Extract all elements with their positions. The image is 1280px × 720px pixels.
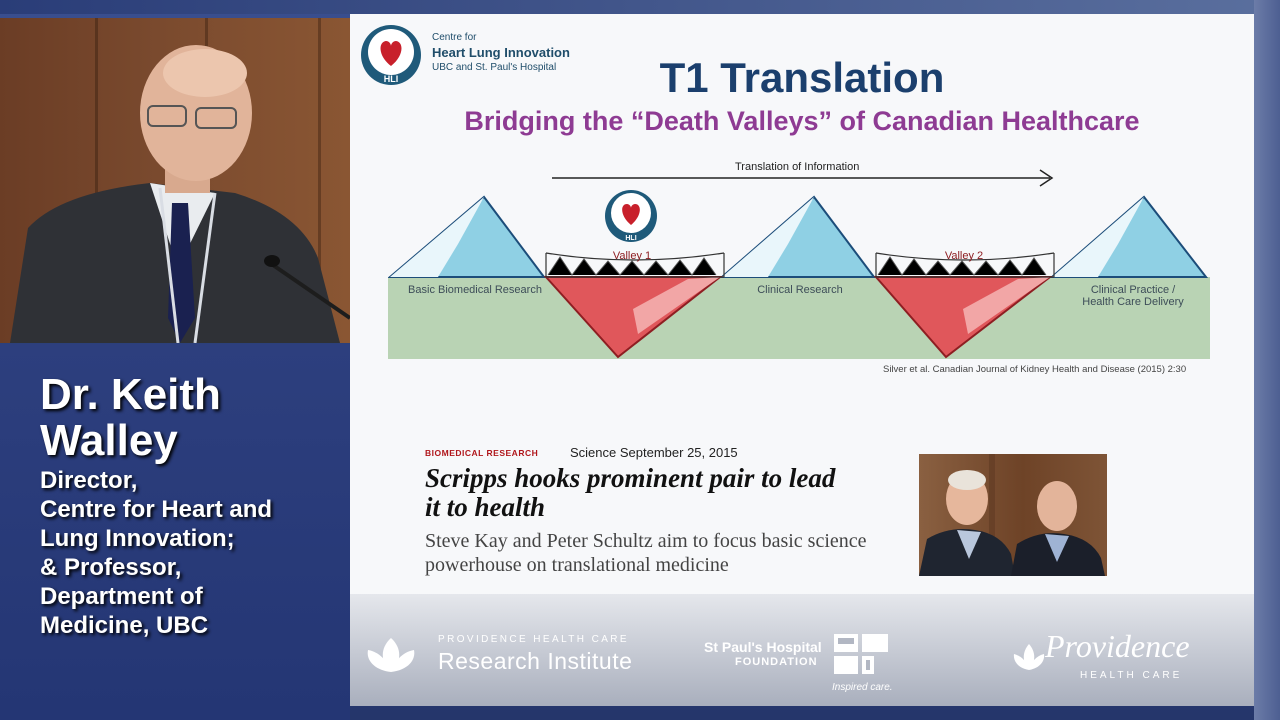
frame-right-border xyxy=(1254,0,1280,720)
hli-logo-badge: HLI xyxy=(383,74,399,84)
valley-1-label: Valley 1 xyxy=(612,250,652,262)
frame-top-border xyxy=(0,0,1280,14)
sph-tagline: Inspired care. xyxy=(832,682,893,693)
sph-foundation: FOUNDATION xyxy=(735,656,818,668)
phc-small-text: PROVIDENCE HEALTH CARE xyxy=(438,634,629,645)
speaker-figure xyxy=(0,18,350,343)
stage-basic-research: Basic Biomedical Research xyxy=(408,284,542,296)
providence-name: Providence xyxy=(1045,628,1190,664)
stage-clinical-practice xyxy=(1058,284,1208,308)
stage-clinical-research: Clinical Research xyxy=(757,284,843,296)
slide-title: T1 Translation xyxy=(659,54,945,101)
providence-lotus-icon xyxy=(1012,640,1046,672)
sph-name: St Paul's Hospital xyxy=(704,639,822,655)
stage3-line1: Clinical Practice / xyxy=(1090,284,1176,296)
valley-2-label: Valley 2 xyxy=(944,250,984,262)
translation-arrow-label: Translation of Information xyxy=(735,161,860,173)
speaker-title-line: Centre for Heart and xyxy=(40,496,273,523)
news-photo xyxy=(919,454,1107,576)
diagram-citation: Silver et al. Canadian Journal of Kidney Health and Disease (2015) 2:30 xyxy=(883,364,1187,375)
news-section-tag: BIOMEDICAL RESEARCH xyxy=(425,448,539,458)
sph-logo-icon xyxy=(834,634,888,674)
hli-line1: Centre for xyxy=(432,32,477,43)
presentation-slide xyxy=(350,14,1254,706)
speaker-video xyxy=(0,18,350,343)
phc-lotus-icon xyxy=(362,632,420,676)
news-deck: Steve Kay and Peter Schultz aim to focus basic science powerhouse on translational medicine xyxy=(425,530,867,576)
valley-hli-icon xyxy=(605,190,657,242)
news-headline: Scripps hooks prominent pair to lead it to health xyxy=(425,463,836,522)
news-photo-figures xyxy=(919,454,1107,576)
phc-research-institute: Research Institute xyxy=(438,648,633,674)
speaker-title-line: & Professor, xyxy=(40,554,182,581)
speaker-title-line: Department of xyxy=(40,583,203,610)
speaker-title-line: Lung Innovation; xyxy=(40,525,235,552)
slide-subtitle: Bridging the “Death Valleys” of Canadian Healthcare xyxy=(464,106,1140,136)
news-date: Science September 25, 2015 xyxy=(570,445,738,460)
providence-health-care: HEALTH CARE xyxy=(1080,670,1183,681)
speaker-name: Dr. Keith Walley xyxy=(40,370,221,465)
stage3-line2: Health Care Delivery xyxy=(1082,296,1184,308)
hli-line3: UBC and St. Paul's Hospital xyxy=(432,62,557,73)
hli-line2: Heart Lung Innovation xyxy=(432,45,570,60)
speaker-title-line: Medicine, UBC xyxy=(40,612,209,639)
speaker-title-line: Director, xyxy=(40,467,138,494)
speaker-caption xyxy=(0,344,350,720)
valley-hli-badge: HLI xyxy=(625,235,637,242)
death-valleys-diagram xyxy=(388,159,1210,359)
